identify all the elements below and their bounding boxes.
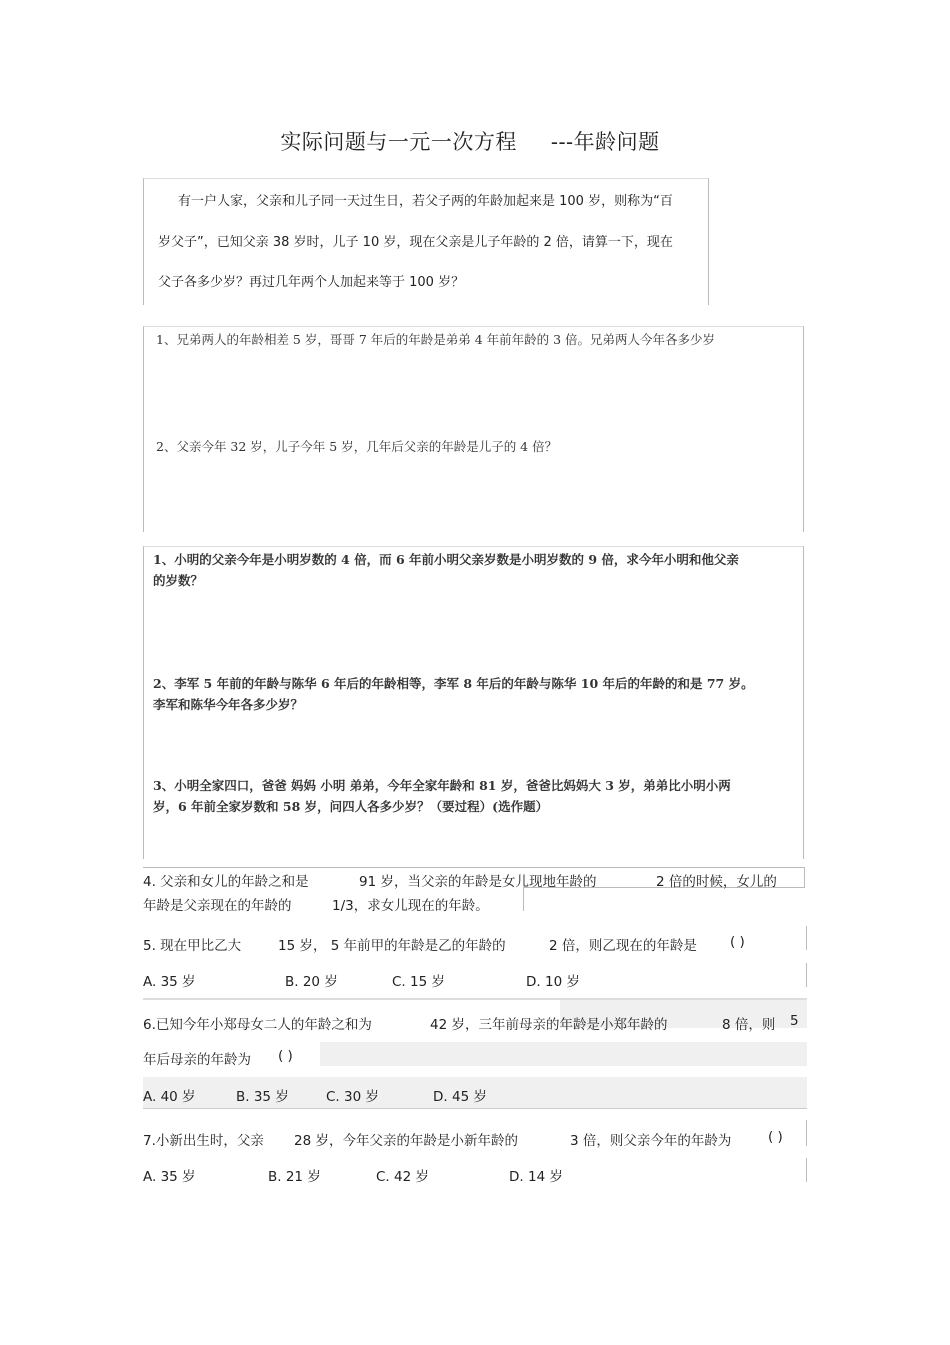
q6-option-c: C. 30 岁 [326,1089,379,1105]
q4-text-d: 年龄是父亲现在的年龄的 [143,898,292,914]
q7-text-a: 7.小新出生时，父亲 [143,1133,264,1149]
set2-question-1-line-1: 1、小明的父亲今年是小明岁数的 4 倍，而 6 年前小明父亲岁数是小明岁数的 9 倍，求今年小明和他父亲 [153,552,739,567]
set2-question-1-line-2: 的岁数？ [153,573,204,588]
q5-option-a: A. 35 岁 [143,974,196,990]
q5-right-rule [806,926,807,950]
exercise-box-1 [143,326,804,532]
title-sub: ---年龄问题 [550,130,660,154]
q5-options-rule [806,963,807,987]
q7-option-b: B. 21 岁 [268,1169,321,1185]
q6-bottom-rule [143,1108,807,1109]
q7-text-b: 28 岁，今年父亲的年龄是小新年龄的 [294,1133,518,1149]
set2-question-2-line-2: 李军和陈华今年各多少岁？ [153,697,304,712]
q4-inner-rule [523,887,524,911]
title-main: 实际问题与一元一次方程 [280,130,517,154]
q5-option-b: B. 20 岁 [285,974,338,990]
q4-text-c: 2 倍的时候，女儿的 [656,874,777,890]
q6-text-c: 8 倍，则 [722,1017,776,1033]
q4-text-b: 91 岁，当父亲的年龄是女儿现地年龄的 [359,874,597,890]
q7-option-d: D. 14 岁 [509,1169,563,1185]
q6-text-e: 年后母亲的年龄为 [143,1052,251,1068]
set1-question-1: 1、兄弟两人的年龄相差 5 岁，哥哥 7 年后的年龄是弟弟 4 年前年龄的 3 倍。兄弟两人今年各多少岁 [156,332,716,347]
q4-right-rule [804,867,805,887]
q6-option-b: B. 35 岁 [236,1089,289,1105]
q6-option-d: D. 45 岁 [433,1089,487,1105]
q6-text-a: 6.已知今年小郑母女二人的年龄之和为 [143,1017,372,1033]
q7-right-rule [806,1120,807,1146]
q6-text-d: 5 [790,1013,799,1029]
set2-question-2-line-1: 2、李军 5 年前的年龄与陈华 6 年后的年龄相等，李军 8 年后的年龄与陈华 10 年后的年龄的和是 77 岁。 [153,676,754,691]
q6-shade-3 [320,1042,807,1066]
q6-option-a: A. 40 岁 [143,1089,196,1105]
q6-answer-blank: ( ) [278,1048,293,1064]
q5-option-d: D. 10 岁 [526,974,580,990]
intro-line-1: 有一户人家，父亲和儿子同一天过生日，若父子两的年龄加起来是 100 岁，则称为“百 [178,194,673,209]
q6-text-b: 42 岁，三年前母亲的年龄是小郑年龄的 [430,1017,668,1033]
set1-question-2: 2、父亲今年 32 岁，儿子今年 5 岁，几年后父亲的年龄是儿子的 4 倍？ [156,439,558,454]
q5-option-c: C. 15 岁 [392,974,445,990]
q5-text-a: 5. 现在甲比乙大 [143,938,242,954]
q4-text-a: 4. 父亲和女儿的年龄之和是 [143,874,309,890]
q7-answer-blank: ( ) [768,1129,783,1145]
q7-options-rule [806,1158,807,1182]
q7-text-c: 3 倍，则父亲今年的年龄为 [570,1133,732,1149]
set2-question-3-line-2: 岁，6 年前全家岁数和 58 岁，问四人各多少岁？（要过程）(选作题） [153,799,549,814]
intro-line-3: 父子各多少岁？再过几年两个人加起来等于 100 岁？ [158,275,465,290]
page-title [0,126,940,156]
q7-option-c: C. 42 岁 [376,1169,429,1185]
q5-text-b: 15 岁， 5 年前甲的年龄是乙的年龄的 [278,938,506,954]
q5-answer-blank: ( ) [730,934,745,950]
q4-text-e: 1/3，求女儿现在的年龄。 [332,898,489,914]
set2-question-3-line-1: 3、小明全家四口，爸爸 妈妈 小明 弟弟，今年全家年龄和 81 岁，爸爸比妈妈大 3 岁，弟弟比小明小两 [153,778,731,793]
q5-text-c: 2 倍，则乙现在的年龄是 [549,938,697,954]
intro-line-2: 岁父子”，已知父亲 38 岁时，儿子 10 岁，现在父亲是儿子年龄的 2 倍，请算一下，现在 [158,235,673,250]
q7-option-a: A. 35 岁 [143,1169,196,1185]
q4-top-rule [143,867,805,868]
